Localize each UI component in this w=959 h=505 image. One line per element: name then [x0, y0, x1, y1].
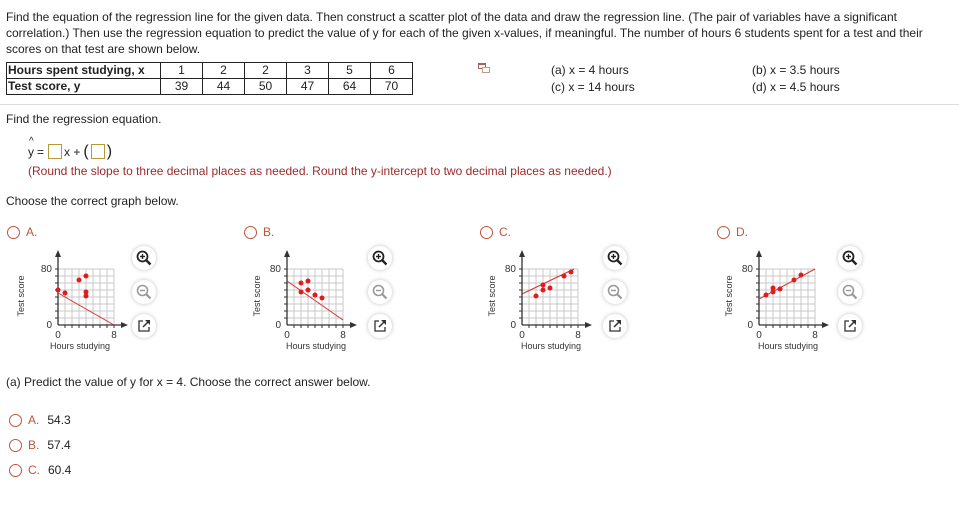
option-label: A.	[26, 225, 38, 239]
x-tick-label: 0	[519, 330, 525, 341]
slope-input[interactable]	[48, 144, 62, 159]
option-label: A.	[28, 413, 40, 427]
x-tick-label: 0	[55, 330, 61, 341]
cell: 39	[161, 79, 203, 95]
option-label: D.	[736, 225, 748, 239]
zoom-in-icon	[136, 250, 152, 266]
graph-a-tools	[132, 246, 156, 338]
cell: 3	[287, 63, 329, 79]
pop-out-button[interactable]	[368, 314, 392, 338]
y-axis-label: Test score	[16, 275, 26, 317]
close-paren: )	[106, 143, 113, 160]
radio-button[interactable]	[7, 226, 20, 239]
graph-option-a[interactable]	[7, 225, 37, 239]
pop-out-icon	[373, 319, 387, 333]
graph-a	[14, 244, 134, 356]
table-row-y	[7, 79, 413, 95]
radio-button[interactable]	[9, 414, 22, 427]
y-tick-label: 0	[275, 320, 281, 331]
y-axis-label: Test score	[487, 275, 497, 317]
row-label-x: Hours spent studying, x	[7, 63, 161, 79]
zoom-out-button[interactable]	[132, 280, 156, 304]
zoom-out-icon	[842, 284, 858, 300]
cell: 44	[203, 79, 245, 95]
rounding-hint: (Round the slope to three decimal places as needed. Round the y-intercept to two decimal places as needed.)	[28, 164, 612, 178]
cell: 2	[203, 63, 245, 79]
cell: 2	[245, 63, 287, 79]
option-value: 54.3	[47, 413, 71, 427]
divider	[0, 104, 959, 105]
graph-option-c[interactable]	[480, 225, 511, 239]
zoom-out-icon	[607, 284, 623, 300]
y-tick-label: 80	[269, 264, 281, 275]
cell: 6	[371, 63, 413, 79]
y-tick-label: 0	[747, 320, 753, 331]
answer-option-b[interactable]	[9, 438, 71, 452]
y-tick-label: 80	[40, 264, 52, 275]
radio-button[interactable]	[717, 226, 730, 239]
radio-button[interactable]	[244, 226, 257, 239]
radio-button[interactable]	[9, 464, 22, 477]
x-tick-label: 8	[111, 330, 117, 341]
table-row-x	[7, 63, 413, 79]
option-value: 57.4	[47, 438, 71, 452]
pop-out-button[interactable]	[838, 314, 862, 338]
intercept-input[interactable]	[91, 144, 105, 159]
hat-symbol: ^	[29, 135, 34, 147]
cell: 47	[287, 79, 329, 95]
regression-prompt: Find the regression equation.	[6, 112, 162, 126]
prediction-b: (b) x = 3.5 hours	[752, 63, 840, 77]
y-hat	[28, 135, 34, 159]
y-tick-label: 0	[510, 320, 516, 331]
graph-c	[485, 244, 605, 356]
zoom-out-icon	[372, 284, 388, 300]
cell: 70	[371, 79, 413, 95]
pop-out-icon	[608, 319, 622, 333]
graph-option-b[interactable]	[244, 225, 274, 239]
x-tick-label: 0	[756, 330, 762, 341]
zoom-in-icon	[842, 250, 858, 266]
graph-b-tools	[368, 246, 392, 338]
y-symbol: y	[28, 144, 34, 159]
prediction-d: (d) x = 4.5 hours	[752, 80, 840, 94]
zoom-in-button[interactable]	[603, 246, 627, 270]
graph-c-tools	[603, 246, 627, 338]
y-tick-label: 0	[46, 320, 52, 331]
cell: 5	[329, 63, 371, 79]
zoom-out-button[interactable]	[368, 280, 392, 304]
x-axis-label: Hours studying	[757, 341, 819, 351]
x-axis-label: Hours studying	[285, 341, 347, 351]
y-axis-label: Test score	[724, 275, 734, 317]
x-axis-label: Hours studying	[520, 341, 582, 351]
zoom-out-button[interactable]	[838, 280, 862, 304]
prediction-c: (c) x = 14 hours	[551, 80, 635, 94]
y-tick-label: 80	[741, 264, 753, 275]
option-value: 60.4	[48, 463, 72, 477]
option-label: C.	[499, 225, 511, 239]
copy-data-icon[interactable]	[478, 63, 490, 73]
regression-equation	[28, 135, 113, 160]
cell: 1	[161, 63, 203, 79]
pop-out-icon	[137, 319, 151, 333]
cell: 50	[245, 79, 287, 95]
zoom-in-icon	[607, 250, 623, 266]
pop-out-button[interactable]	[603, 314, 627, 338]
zoom-in-button[interactable]	[838, 246, 862, 270]
x-tick-label: 8	[340, 330, 346, 341]
zoom-in-button[interactable]	[368, 246, 392, 270]
graph-d	[722, 244, 842, 356]
y-axis-label: Test score	[252, 275, 262, 317]
option-label: B.	[28, 438, 40, 452]
pop-out-button[interactable]	[132, 314, 156, 338]
data-table	[6, 62, 413, 95]
x-tick-label: 8	[575, 330, 581, 341]
equals-sign: =	[37, 144, 45, 159]
radio-button[interactable]	[9, 439, 22, 452]
zoom-out-button[interactable]	[603, 280, 627, 304]
x-tick-label: 8	[812, 330, 818, 341]
zoom-out-icon	[136, 284, 152, 300]
x-plus-text: x +	[64, 144, 81, 159]
answer-option-c[interactable]	[9, 463, 71, 477]
open-paren: (	[83, 143, 89, 160]
part-a-prompt: (a) Predict the value of y for x = 4. Choose the correct answer below.	[6, 375, 371, 389]
zoom-in-button[interactable]	[132, 246, 156, 270]
graph-prompt: Choose the correct graph below.	[6, 194, 179, 208]
answer-option-a[interactable]	[9, 413, 71, 427]
x-axis-label: Hours studying	[49, 341, 111, 351]
option-label: B.	[263, 225, 275, 239]
x-tick-label: 0	[284, 330, 290, 341]
y-tick-label: 80	[504, 264, 516, 275]
cell: 64	[329, 79, 371, 95]
option-label: C.	[28, 463, 40, 477]
row-label-y: Test score, y	[7, 79, 161, 95]
problem-statement: Find the equation of the regression line for the given data. Then construct a scatter plot of the data and draw the regression line. (The pair of variables have a significant correlation.) Then use the regression equation to predict the value of y for each of the given x-values, if meaningful. The number of hours 6 students spent for a test and their scores on that test are shown below.	[6, 10, 923, 56]
graph-d-tools	[838, 246, 862, 338]
graph-b	[250, 244, 370, 356]
prediction-a: (a) x = 4 hours	[551, 63, 629, 77]
pop-out-icon	[843, 319, 857, 333]
zoom-in-icon	[372, 250, 388, 266]
graph-option-d[interactable]	[717, 225, 748, 239]
radio-button[interactable]	[480, 226, 493, 239]
